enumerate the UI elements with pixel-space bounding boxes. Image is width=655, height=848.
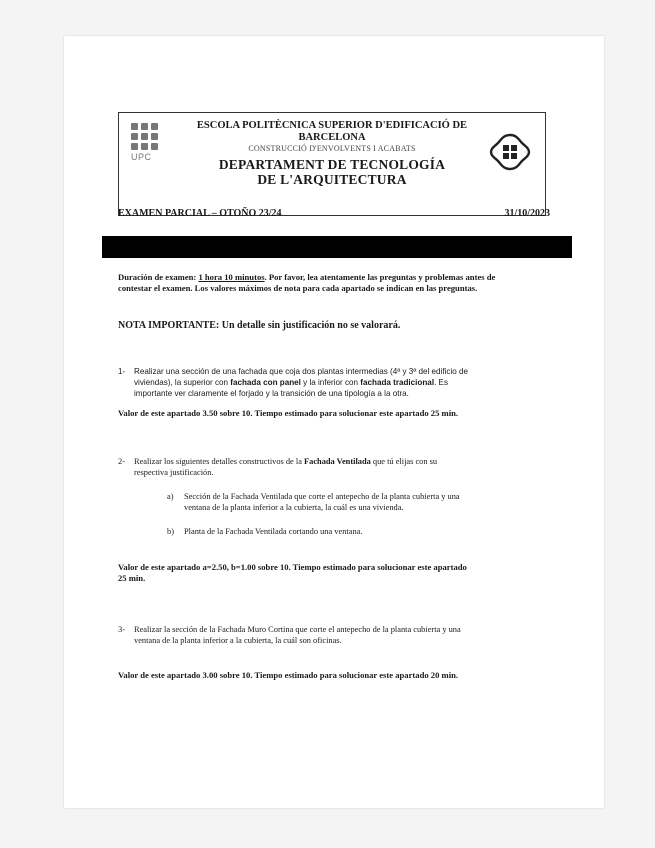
q2-item-a: Sección de la Fachada Ventilada que corte el antepecho de la planta cubierta y una ventana de la planta inferior a la cubierta, la cuál es una vivienda. [184, 492, 460, 512]
department-name: DEPARTAMENT DE TECNOLOGÍA DE L'ARQUITECTURA [218, 157, 446, 187]
upc-logo [127, 123, 187, 162]
q2-text: Realizar los siguientes detalles constructivos de la Fachada Ventilada que tú elijas con su respectiva justificación. [134, 457, 438, 477]
exam-duration: 1 hora 10 minutos [198, 272, 265, 282]
q2-item-b-label: b) [167, 527, 174, 536]
exam-title: EXAMEN PARCIAL – OTOÑO 23/24 [118, 208, 282, 219]
header-box [118, 112, 546, 216]
q2-item-a-label: a) [167, 492, 174, 501]
q2-item-b: Planta de la Fachada Ventilada cortando una ventana. [184, 527, 363, 536]
q2-number: 2- [118, 457, 125, 466]
q1-value: Valor de este apartado 3.50 sobre 10. Tiempo estimado para solucionar este apartado 25 min. [118, 408, 459, 418]
q1-text: Realizar una sección de una fachada que coja dos plantas intermedias (4ª y 3ª del edificio de viviendas), la superior con fachada con panel y la inferior con fachada tradicional. Es importante ver claramente el forjado y la transición de una tipología a la otra. [134, 367, 468, 398]
q3-text: Realizar la sección de la Fachada Muro Cortina que corte el antepecho de la planta cubierta y una ventana de la planta inferior a la cubierta, la cuál son oficinas. [134, 625, 461, 645]
q3-number: 3- [118, 625, 125, 634]
q2-value: Valor de este apartado a=2.50, b=1.00 sobre 10. Tiempo estimado para solucionar este apartado 25 min. [118, 562, 467, 583]
q3-value: Valor de este apartado 3.00 sobre 10. Tiempo estimado para solucionar este apartado 20 min. [118, 670, 459, 680]
exam-sheet [64, 36, 604, 808]
upc-label: UPC [131, 152, 152, 162]
redaction-bar [102, 236, 572, 258]
subject-name: CONSTRUCCIÓ D'ENVOLVENTS I ACABATS [248, 144, 416, 153]
department-seal-icon [489, 131, 531, 173]
exam-instructions: Duración de examen: 1 hora 10 minutos. Por favor, lea atentamente las preguntas y problemas antes de contestar el examen. Los valores máximos de nota para cada apartado se indican en las preguntas. [118, 272, 496, 293]
school-name: ESCOLA POLITÈCNICA SUPERIOR D'EDIFICACIÓ DE BARCELONA [196, 120, 468, 143]
exam-date: 31/10/2023 [504, 208, 550, 219]
important-note: NOTA IMPORTANTE: Un detalle sin justificación no se valorará. [118, 320, 401, 331]
q1-number: 1- [118, 367, 126, 376]
